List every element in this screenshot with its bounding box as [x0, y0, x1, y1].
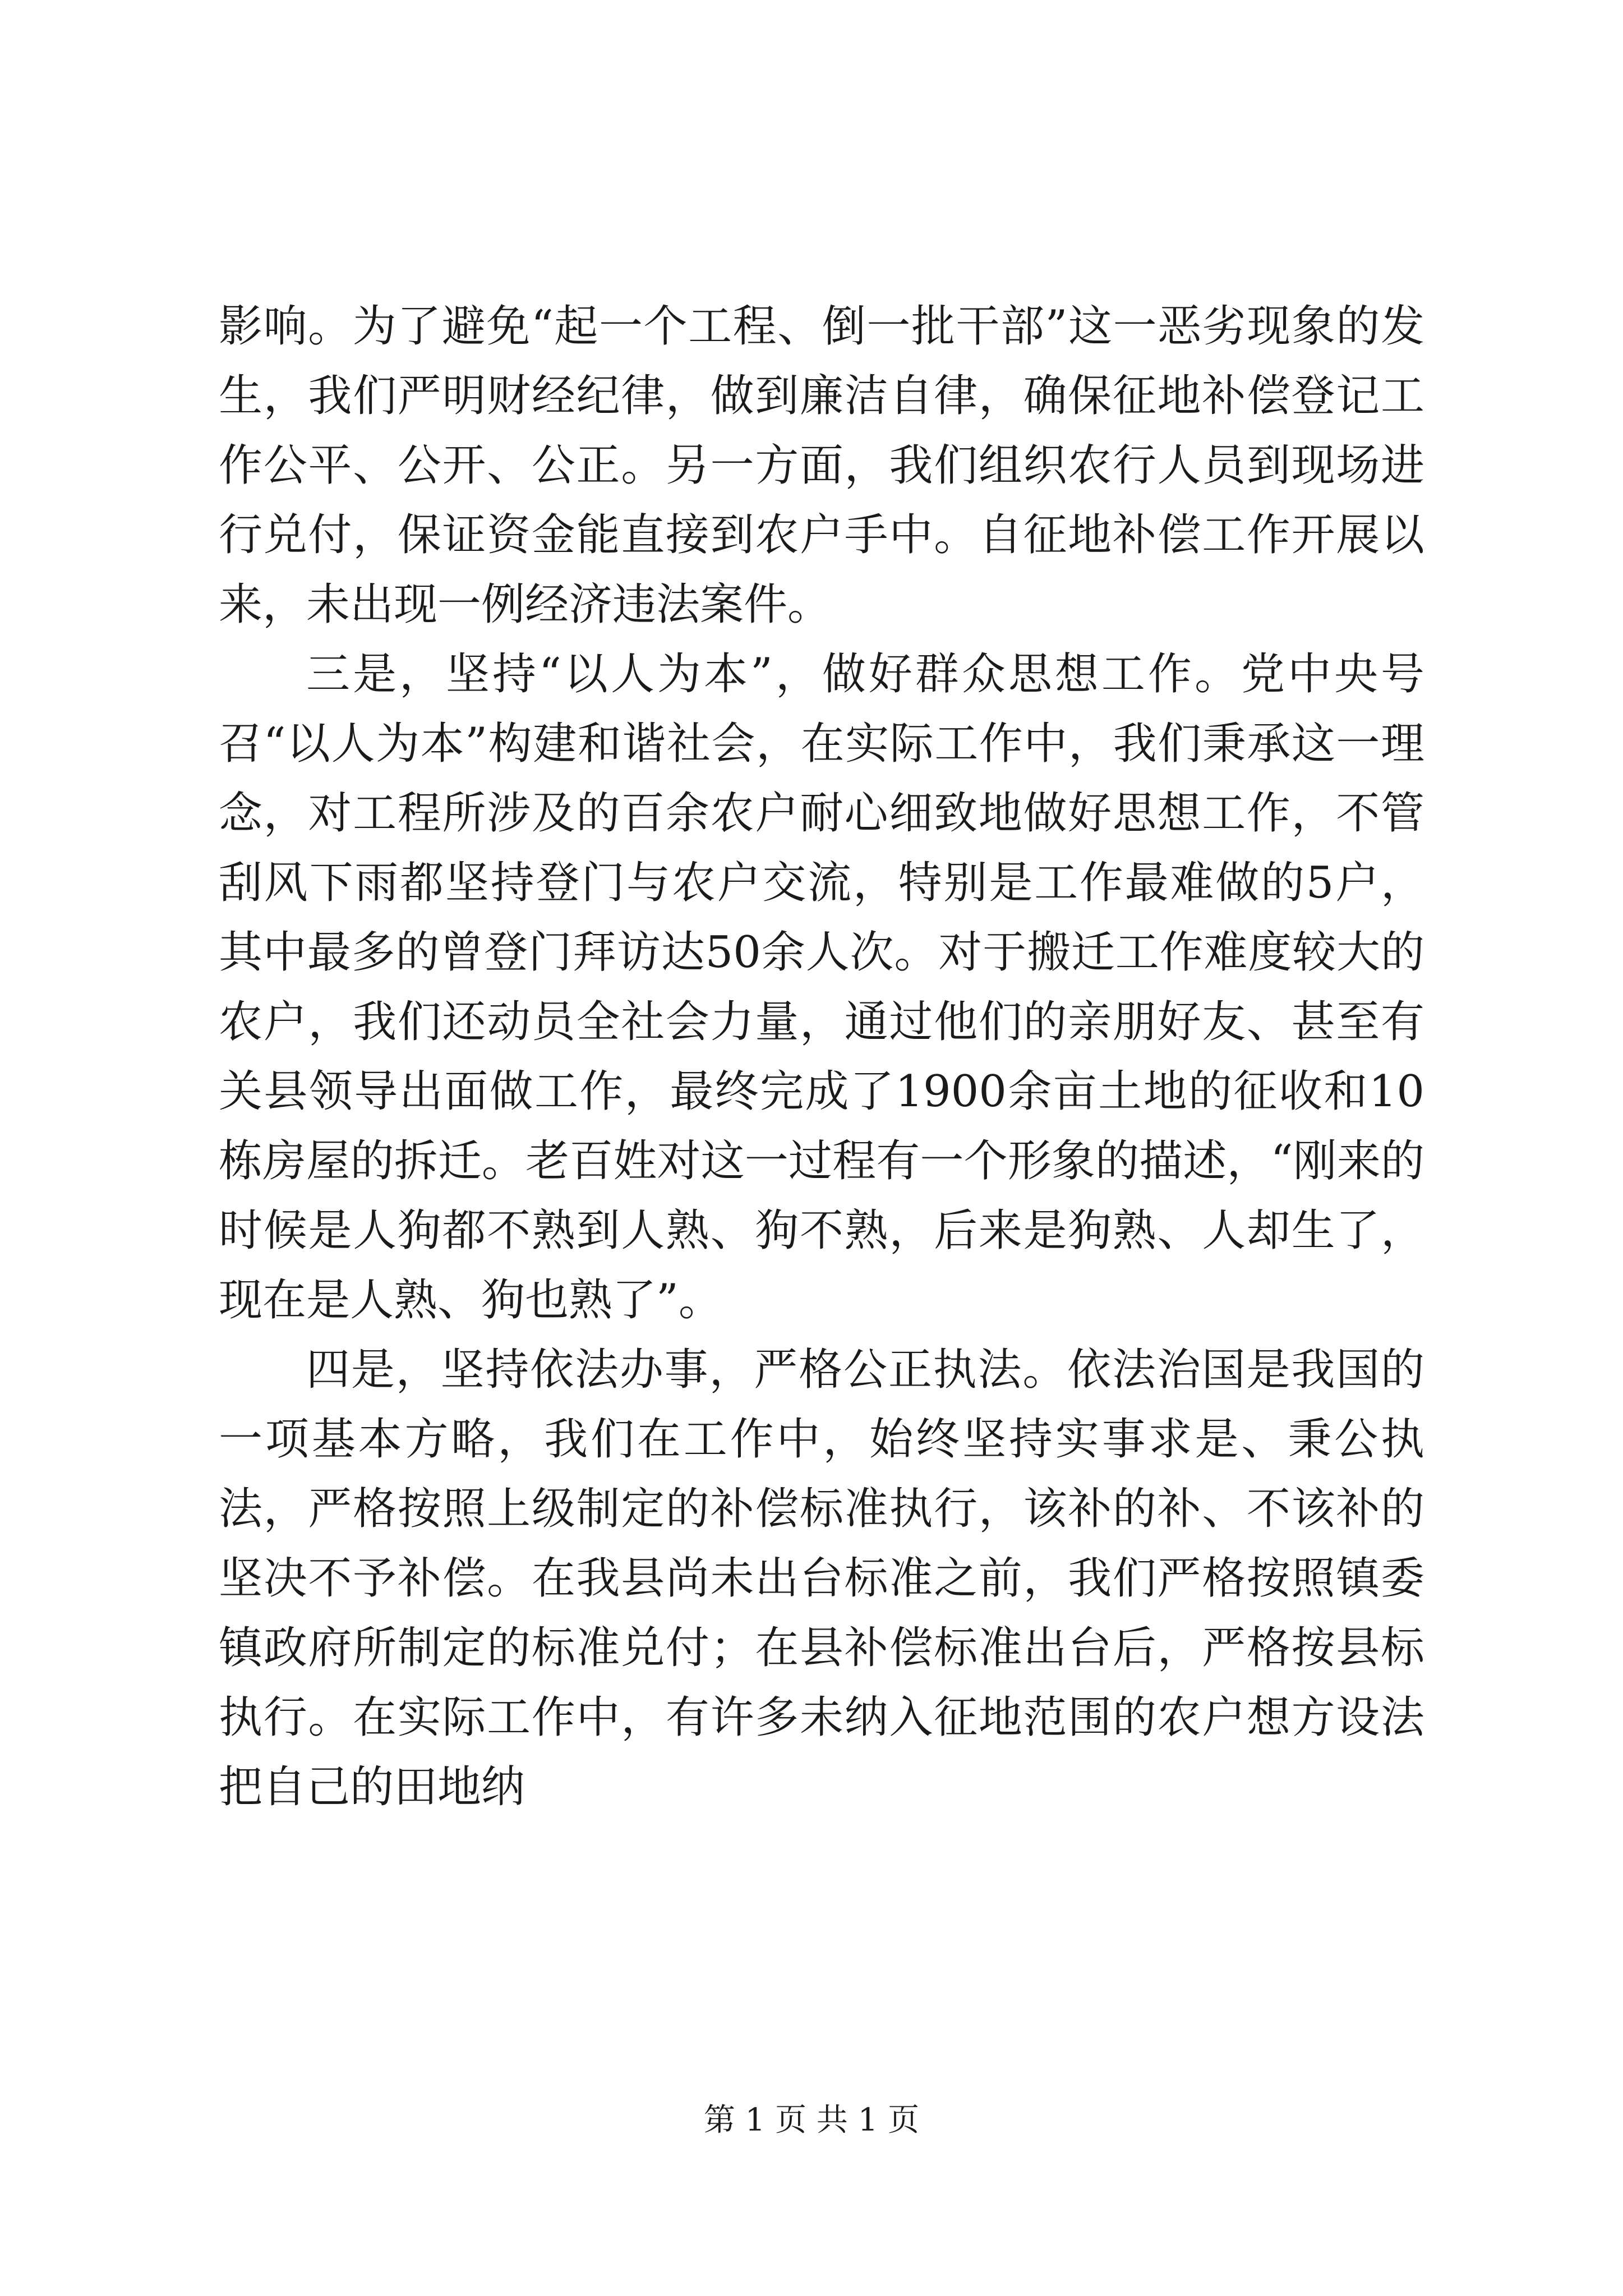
document-body	[219, 292, 1424, 1822]
paragraph-1: 影响。为了避免“起一个工程、倒一批干部”这一恶劣现象的发生，我们严明财经纪律，做到廉洁自律，确保征地补偿登记工作公平、公开、公正。另一方面，我们组织农行人员到现场进行兑付，保证资金能直接到农户手中。自征地补偿工作开展以来，未出现一例经济违法案件。	[219, 301, 1424, 630]
paragraph-3: 四是，坚持依法办事，严格公正执法。依法治国是我国的一项基本方略，我们在工作中，始终坚持实事求是、秉公执法，严格按照上级制定的补偿标准执行，该补的补、不该补的坚决不予补偿。在我县尚未出台标准之前，我们严格按照镇委镇政府所制定的标准兑付；在县补偿标准出台后，严格按县标执行。在实际工作中，有许多未纳入征地范围的农户想方设法把自己的田地纳	[219, 1345, 1424, 1812]
page-number-label: 第 1 页 共 1 页	[703, 2102, 920, 2138]
paragraph-2: 三是，坚持“以人为本”，做好群众思想工作。党中央号召“以人为本”构建和谐社会，在实际工作中，我们秉承这一理念，对工程所涉及的百余农户耐心细致地做好思想工作，不管刮风下雨都坚持登门与农户交流，特别是工作最难做的5户，其中最多的曾登门拜访达50余人次。对于搬迁工作难度较大的农户，我们还动员全社会力量，通过他们的亲朋好友、甚至有关县领导出面做工作，最终完成了1900余亩土地的征收和10栋房屋的拆迁。老百姓对这一过程有一个形象的描述，“刚来的时候是人狗都不熟到人熟、狗不熟，后来是狗熟、人却生了，现在是人熟、狗也熟了”。	[219, 649, 1424, 1326]
page-footer	[0, 2101, 1623, 2140]
